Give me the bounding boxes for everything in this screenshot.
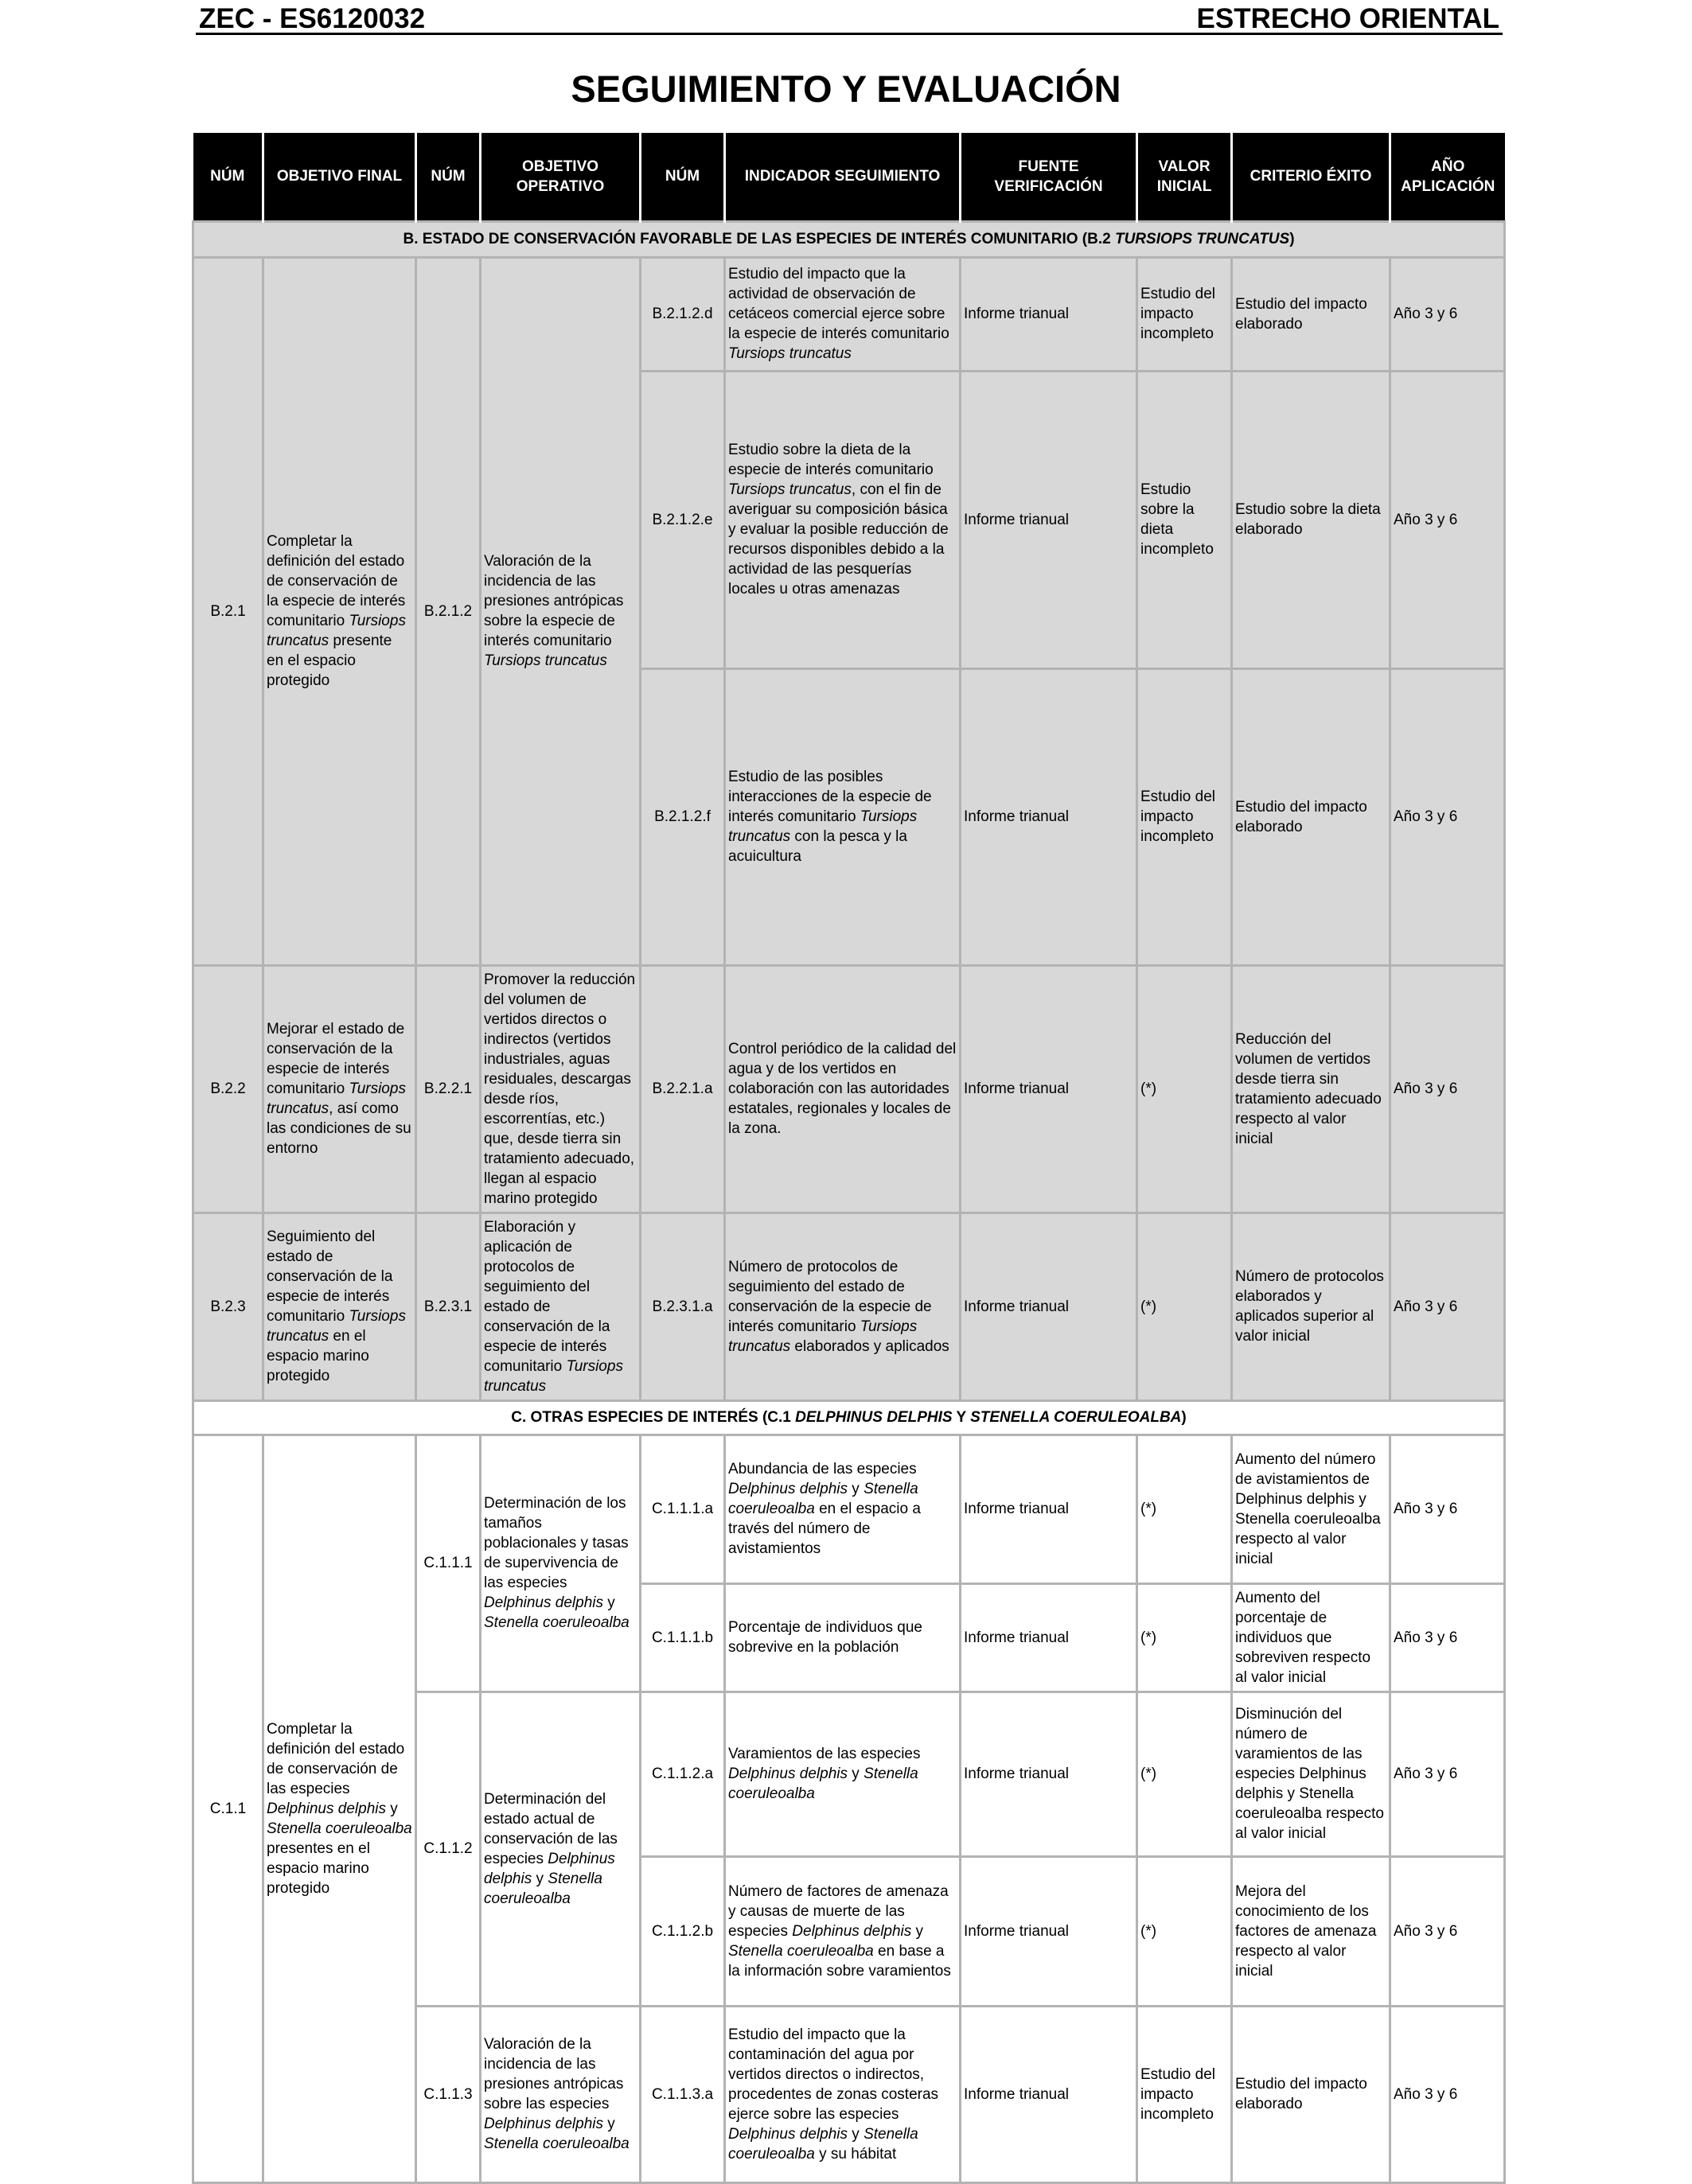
- indicator-num: C.1.1.2.b: [641, 1856, 725, 2006]
- col-header: OBJETIVO OPERATIVO: [481, 133, 641, 221]
- page-title: SEGUIMIENTO Y EVALUACIÓN: [571, 68, 1121, 110]
- section-row: [193, 1400, 1505, 1435]
- indicator: Abundancia de las especies Delphinus delphis y Stenella coeruleoalba en el espacio a través del número de avistamientos: [725, 1435, 961, 1583]
- section-title-c: C. OTRAS ESPECIES DE INTERÉS (C.1 DELPHINUS DELPHIS Y STENELLA COERULEOALBA): [193, 1400, 1505, 1435]
- col-header: CRITERIO ÉXITO: [1232, 133, 1390, 221]
- indicator-num: C.1.1.2.a: [641, 1692, 725, 1856]
- verification-source: Informe trianual: [961, 2006, 1137, 2182]
- op-objective: Valoración de la incidencia de las presiones antrópicas sobre las especies Delphinus delphis y Stenella coeruleoalba: [481, 2006, 641, 2182]
- verification-source: Informe trianual: [961, 668, 1137, 965]
- col-header: AÑO APLICACIÓN: [1390, 133, 1505, 221]
- indicator-num: C.1.1.1.a: [641, 1435, 725, 1583]
- indicator: Estudio del impacto que la actividad de observación de cetáceos comercial ejerce sobre la especie de interés comunitario Tursiops truncatus: [725, 257, 961, 371]
- initial-value: (*): [1137, 1583, 1232, 1692]
- verification-source: Informe trianual: [961, 257, 1137, 371]
- op-objective: Promover la reducción del volumen de vertidos directos o indirectos (vertidos industriales, aguas residuales, descargas desde ríos, escorrentías, etc.) que, desde tierra sin tratamiento adecuado, llegan al espacio marino protegido: [481, 965, 641, 1213]
- indicator-num: B.2.2.1.a: [641, 965, 725, 1213]
- final-num: B.2.2: [193, 965, 263, 1213]
- col-header: NÚM: [416, 133, 481, 221]
- indicator-num: C.1.1.1.b: [641, 1583, 725, 1692]
- application-year: Año 3 y 6: [1390, 965, 1505, 1213]
- op-num: B.2.3.1: [416, 1213, 481, 1400]
- final-objective: Completar la definición del estado de conservación de la especie de interés comunitario Tursiops truncatus presente en el espacio protegido: [263, 257, 416, 965]
- section-row: [193, 221, 1505, 257]
- application-year: Año 3 y 6: [1390, 257, 1505, 371]
- monitoring-table: [192, 133, 1506, 2184]
- col-header: OBJETIVO FINAL: [263, 133, 416, 221]
- application-year: Año 3 y 6: [1390, 1435, 1505, 1583]
- indicator-num: B.2.1.2.f: [641, 668, 725, 965]
- initial-value: (*): [1137, 1435, 1232, 1583]
- op-num: B.2.2.1: [416, 965, 481, 1213]
- initial-value: (*): [1137, 1856, 1232, 2006]
- op-num: C.1.1.3: [416, 2006, 481, 2182]
- op-num: C.1.1.2: [416, 1692, 481, 2006]
- indicator: Estudio del impacto que la contaminación del agua por vertidos directos o indirectos, procedentes de zonas costeras ejerce sobre las especies Delphinus delphis y Stenella coeruleoalba y su hábitat: [725, 2006, 961, 2182]
- success-criterion: Aumento del número de avistamientos de Delphinus delphis y Stenella coeruleoalba respecto al valor inicial: [1232, 1435, 1390, 1583]
- success-criterion: Estudio del impacto elaborado: [1232, 668, 1390, 965]
- application-year: Año 3 y 6: [1390, 1583, 1505, 1692]
- final-objective: Seguimiento del estado de conservación de la especie de interés comunitario Tursiops truncatus en el espacio marino protegido: [263, 1213, 416, 1400]
- success-criterion: Reducción del volumen de vertidos desde tierra sin tratamiento adecuado respecto al valor inicial: [1232, 965, 1390, 1213]
- op-num: B.2.1.2: [416, 257, 481, 965]
- indicator: Porcentaje de individuos que sobrevive en la población: [725, 1583, 961, 1692]
- initial-value: (*): [1137, 965, 1232, 1213]
- application-year: Año 3 y 6: [1390, 1856, 1505, 2006]
- table-row: [193, 1435, 1505, 1583]
- application-year: Año 3 y 6: [1390, 1692, 1505, 1856]
- section-title-b: B. ESTADO DE CONSERVACIÓN FAVORABLE DE LAS ESPECIES DE INTERÉS COMUNITARIO (B.2 TURSIOPS TRUNCATUS): [193, 221, 1505, 257]
- op-num: C.1.1.1: [416, 1435, 481, 1692]
- initial-value: Estudio del impacto incompleto: [1137, 668, 1232, 965]
- indicator-num: C.1.1.3.a: [641, 2006, 725, 2182]
- indicator-num: B.2.3.1.a: [641, 1213, 725, 1400]
- col-header: VALOR INICIAL: [1137, 133, 1232, 221]
- verification-source: Informe trianual: [961, 1856, 1137, 2006]
- col-header: NÚM: [193, 133, 263, 221]
- indicator-num: B.2.1.2.d: [641, 257, 725, 371]
- indicator: Estudio de las posibles interacciones de la especie de interés comunitario Tursiops truncatus con la pesca y la acuicultura: [725, 668, 961, 965]
- table-row: [193, 257, 1505, 371]
- success-criterion: Aumento del porcentaje de individuos que sobreviven respecto al valor inicial: [1232, 1583, 1390, 1692]
- indicator: Número de factores de amenaza y causas de muerte de las especies Delphinus delphis y Stenella coeruleoalba en base a la información sobre varamientos: [725, 1856, 961, 2006]
- verification-source: Informe trianual: [961, 1692, 1137, 1856]
- initial-value: Estudio sobre la dieta incompleto: [1137, 371, 1232, 668]
- col-header: INDICADOR SEGUIMIENTO: [725, 133, 961, 221]
- op-objective: Determinación de los tamaños poblacionales y tasas de supervivencia de las especies Delphinus delphis y Stenella coeruleoalba: [481, 1435, 641, 1692]
- table-row: [193, 1213, 1505, 1400]
- initial-value: Estudio del impacto incompleto: [1137, 2006, 1232, 2182]
- success-criterion: Disminución del número de varamientos de las especies Delphinus delphis y Stenella coeruleoalba respecto al valor inicial: [1232, 1692, 1390, 1856]
- final-num: B.2.3: [193, 1213, 263, 1400]
- final-objective: Completar la definición del estado de conservación de las especies Delphinus delphis y Stenella coeruleoalba presentes en el espacio marino protegido: [263, 1435, 416, 2182]
- initial-value: (*): [1137, 1213, 1232, 1400]
- final-objective: Mejorar el estado de conservación de la especie de interés comunitario Tursiops truncatus, así como las condiciones de su entorno: [263, 965, 416, 1213]
- final-num: C.1.1: [193, 1435, 263, 2182]
- col-header: NÚM: [641, 133, 725, 221]
- op-objective: Elaboración y aplicación de protocolos de seguimiento del estado de conservación de la especie de interés comunitario Tursiops truncatus: [481, 1213, 641, 1400]
- indicator: Varamientos de las especies Delphinus delphis y Stenella coeruleoalba: [725, 1692, 961, 1856]
- verification-source: Informe trianual: [961, 965, 1137, 1213]
- op-objective: Valoración de la incidencia de las presiones antrópicas sobre la especie de interés comunitario Tursiops truncatus: [481, 257, 641, 965]
- site-name: ESTRECHO ORIENTAL: [1196, 3, 1499, 34]
- page-header: [196, 0, 1503, 35]
- table-row: [193, 965, 1505, 1213]
- application-year: Año 3 y 6: [1390, 371, 1505, 668]
- site-code: ZEC - ES6120032: [199, 3, 426, 34]
- col-header: FUENTE VERIFICACIÓN: [961, 133, 1137, 221]
- verification-source: Informe trianual: [961, 1583, 1137, 1692]
- application-year: Año 3 y 6: [1390, 668, 1505, 965]
- indicator: Número de protocolos de seguimiento del estado de conservación de la especie de interés comunitario Tursiops truncatus elaborados y aplicados: [725, 1213, 961, 1400]
- application-year: Año 3 y 6: [1390, 1213, 1505, 1400]
- table-header-row: [193, 133, 1505, 221]
- success-criterion: Estudio del impacto elaborado: [1232, 2006, 1390, 2182]
- op-objective: Determinación del estado actual de conservación de las especies Delphinus delphis y Stenella coeruleoalba: [481, 1692, 641, 2006]
- final-num: B.2.1: [193, 257, 263, 965]
- indicator-num: B.2.1.2.e: [641, 371, 725, 668]
- initial-value: Estudio del impacto incompleto: [1137, 257, 1232, 371]
- success-criterion: Mejora del conocimiento de los factores de amenaza respecto al valor inicial: [1232, 1856, 1390, 2006]
- application-year: Año 3 y 6: [1390, 2006, 1505, 2182]
- success-criterion: Estudio sobre la dieta elaborado: [1232, 371, 1390, 668]
- indicator: Estudio sobre la dieta de la especie de interés comunitario Tursiops truncatus, con el fin de averiguar su composición básica y evaluar la posible reducción de recursos disponibles debido a la actividad de las pesquerías locales u otras amenazas: [725, 371, 961, 668]
- indicator: Control periódico de la calidad del agua y de los vertidos en colaboración con las autoridades estatales, regionales y locales de la zona.: [725, 965, 961, 1213]
- success-criterion: Estudio del impacto elaborado: [1232, 257, 1390, 371]
- initial-value: (*): [1137, 1692, 1232, 1856]
- verification-source: Informe trianual: [961, 1213, 1137, 1400]
- verification-source: Informe trianual: [961, 1435, 1137, 1583]
- verification-source: Informe trianual: [961, 371, 1137, 668]
- success-criterion: Número de protocolos elaborados y aplicados superior al valor inicial: [1232, 1213, 1390, 1400]
